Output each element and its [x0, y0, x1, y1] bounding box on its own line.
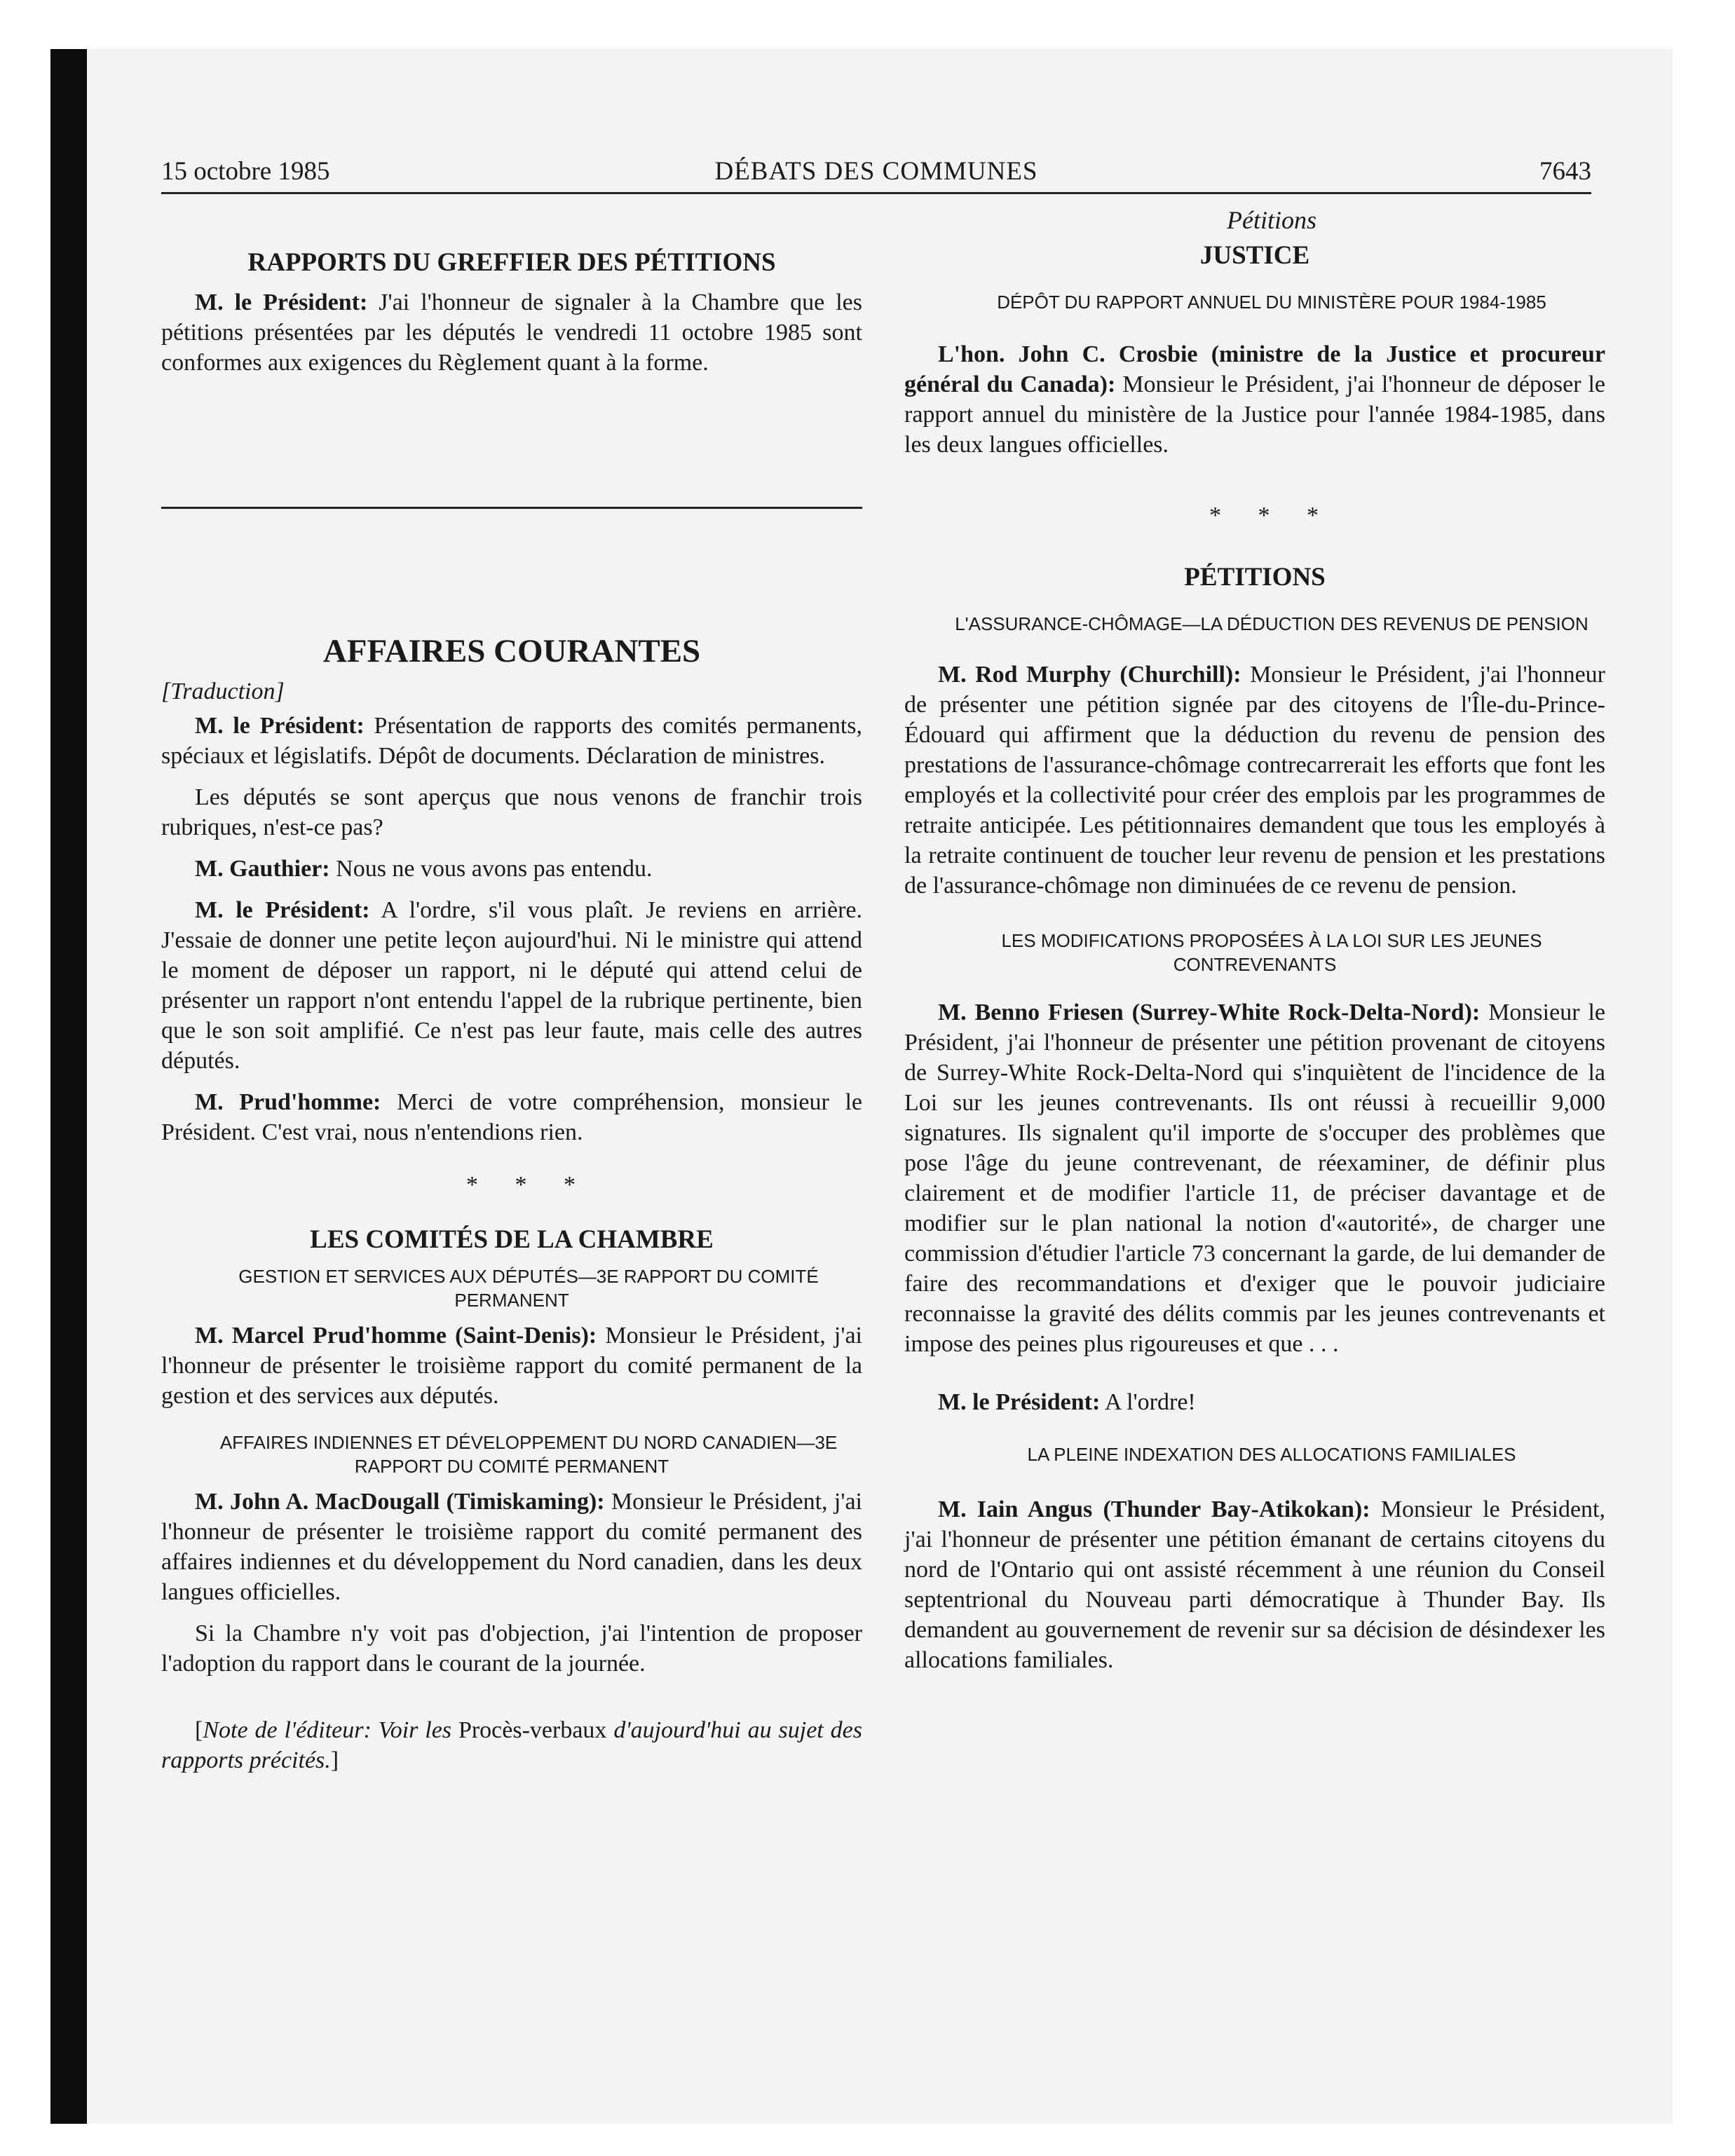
- paragraph: [904, 1387, 1605, 1417]
- speaker: M. John A. MacDougall (Timiskaming):: [195, 1489, 605, 1515]
- speaker: M. Iain Angus (Thunder Bay-Atikokan):: [938, 1496, 1370, 1522]
- paragraph: Les députés se sont aperçus que nous venons de franchir trois rubriques, n'est-ce pas?: [161, 784, 862, 840]
- speaker: M. Marcel Prud'homme (Saint-Denis):: [195, 1323, 597, 1349]
- speech-text: Présentation de rapports des comités permanents, spéciaux et législatifs. Dépôt de documents. Déclaration de ministres.: [161, 713, 862, 769]
- speech-text: Monsieur le Président, j'ai l'honneur de présenter le troisième rapport du comité permanent de la gestion et des services aux députés.: [161, 1323, 862, 1409]
- note-part: Note de l'éditeur: Voir les: [203, 1717, 452, 1743]
- paragraph: [161, 1087, 862, 1147]
- header-page-number: 7643: [1539, 157, 1591, 186]
- speech-text: Monsieur le Président, j'ai l'honneur de présenter une pétition signée par des citoyens de l'Île-du-Prince-Édouard qui affirment que la déduction du revenu de pension des prestations de l'assurance-chômage contrecarrerait les efforts que font les employés et la collectivité pour créer des emplois par les programmes de retraite anticipée. Les pétitionnaires demandent que tous les employés à la retraite continuent de toucher leur revenu de pension et les prestations de l'assurance-chômage non diminuées de ce revenu de pension.: [904, 662, 1605, 899]
- section-label: Pétitions: [1227, 206, 1316, 234]
- paragraph: [161, 895, 862, 1076]
- speaker: M. Gauthier:: [195, 856, 330, 882]
- paragraph: [161, 1487, 862, 1607]
- subheading-indexation: LA PLEINE INDEXATION DES ALLOCATIONS FAMILIALES: [1027, 1444, 1516, 1465]
- paragraph: [161, 854, 862, 884]
- paragraph: [161, 287, 862, 378]
- subheading-modifications: LES MODIFICATIONS PROPOSÉES À LA LOI SUR LES JEUNES CONTREVENANTS: [1001, 930, 1542, 975]
- speech-text: J'ai l'honneur de signaler à la Chambre que les pétitions présentées par les députés le vendredi 11 octobre 1985 sont conformes aux exigences du Règlement quant à la forme.: [161, 289, 863, 376]
- traduction-label: Traduction: [170, 678, 275, 704]
- paragraph: [904, 339, 1605, 460]
- traduction-note: [Traduction]: [161, 678, 285, 704]
- running-header: [161, 156, 1591, 194]
- paragraph: [904, 997, 1605, 1359]
- speaker: L'hon. John C. Crosbie (ministre de la Justice et procureur général du Canada):: [904, 341, 1605, 397]
- heading-affaires-courantes: AFFAIRES COURANTES: [322, 633, 701, 669]
- editor-note: [Note de l'éditeur: Voir les Procès-verbaux d'aujourd'hui au sujet des rapports précités.]: [161, 1717, 862, 1773]
- speaker: M. le Président:: [938, 1389, 1101, 1415]
- subheading-affaires-indiennes: AFFAIRES INDIENNES ET DÉVELOPPEMENT DU NORD CANADIEN—3E RAPPORT DU COMITÉ PERMANENT: [219, 1432, 838, 1477]
- subheading-assurance: L'ASSURANCE-CHÔMAGE—LA DÉDUCTION DES REVENUS DE PENSION: [955, 613, 1588, 634]
- note-part: Procès-verbaux: [451, 1717, 614, 1743]
- speech-text: A l'ordre, s'il vous plaît. Je reviens en arrière. J'essaie de donner une petite leçon aujourd'hui. Ni le ministre qui attend le moment de déposer un rapport, ni le député qui attend celui de présenter un rapport n'ont entendu l'appel de la rubrique pertinente, bien que le son soit amplifié. Ce n'est pas leur faute, mais celle des autres députés.: [161, 897, 862, 1074]
- speech-text: Monsieur le Président, j'ai l'honneur de présenter une pétition provenant de citoyens de Surrey-White Rock-Delta-Nord qui s'inquiètent de l'incidence de la Loi sur les jeunes contrevenants. Ils ont réussi à recueillir 9,000 signatures. Ils signalent qu'il importe de s'occuper des problèmes que pose l'âge du jeune contrevenant, de réexaminer, de définir plus clairement et de modifier l'article 11, de préciser davantage et de modifier sur le plan national la notion d'«autorité», de charger une commission d'étudier l'article 73 concernant la garde, de lui demander de faire des recommandations et d'exiger que le pouvoir judiciaire reconnaisse la gravité des délits commis par les jeunes contrevenants et impose des peines plus rigoureuses et que . . .: [904, 999, 1605, 1357]
- speech-text: Monsieur le Président, j'ai l'honneur de présenter le troisième rapport du comité permanent des affaires indiennes et du développement du Nord canadien, dans les deux langues officielles.: [161, 1489, 862, 1605]
- header-title: DÉBATS DES COMMUNES: [714, 157, 1038, 186]
- paragraph: [161, 1321, 862, 1411]
- paragraph: [904, 660, 1605, 901]
- note-part: d'aujourd'hui au sujet des rapports précités.: [161, 1717, 862, 1773]
- heading-rapports-greffier: RAPPORTS DU GREFFIER DES PÉTITIONS: [247, 248, 776, 277]
- speech-text: A l'ordre!: [1100, 1389, 1196, 1415]
- speaker: M. Rod Murphy (Churchill):: [938, 662, 1241, 688]
- header-date: 15 octobre 1985: [161, 157, 330, 186]
- right-column: [904, 205, 1605, 1675]
- speaker: M. le Président:: [195, 289, 368, 315]
- section-stars: * * *: [1209, 503, 1334, 528]
- speech-text: Nous ne vous avons pas entendu.: [329, 856, 653, 882]
- paragraph: [161, 711, 862, 771]
- heading-justice: JUSTICE: [1199, 241, 1310, 270]
- heading-comites: LES COMITÉS DE LA CHAMBRE: [310, 1225, 714, 1254]
- subheading-gestion: GESTION ET SERVICES AUX DÉPUTÉS—3E RAPPORT DU COMITÉ PERMANENT: [238, 1266, 819, 1311]
- speech-text: Merci de votre compréhension, monsieur le Président. C'est vrai, nous n'entendions rien.: [161, 1089, 862, 1145]
- speaker: M. le Président:: [195, 897, 370, 923]
- section-stars: * * *: [466, 1172, 591, 1198]
- subheading-depot: DÉPÔT DU RAPPORT ANNUEL DU MINISTÈRE POUR 1984-1985: [997, 292, 1546, 313]
- speaker: M. le Président:: [195, 713, 365, 739]
- paragraph: [904, 1494, 1605, 1675]
- speaker: M. Prud'homme:: [195, 1089, 381, 1115]
- left-column: [161, 205, 862, 1775]
- paragraph: Si la Chambre n'y voit pas d'objection, j'ai l'intention de proposer l'adoption du rapport dans le courant de la journée.: [161, 1621, 862, 1677]
- speech-text: Monsieur le Président, j'ai l'honneur de déposer le rapport annuel du ministère de la Justice pour l'année 1984-1985, dans les deux langues officielles.: [904, 371, 1606, 458]
- binding-shadow: [50, 49, 87, 2124]
- speech-text: Monsieur le Président, j'ai l'honneur de présenter une pétition émanant de certains citoyens du nord de l'Ontario qui ont assisté récemment à une réunion du Conseil septentrional du Nouveau parti démocratique à Thunder Bay. Ils demandent au gouvernement de revenir sur sa décision de désindexer les allocations familiales.: [904, 1496, 1605, 1673]
- speaker: M. Benno Friesen (Surrey-White Rock-Delta-Nord):: [938, 999, 1481, 1025]
- heading-petitions: PÉTITIONS: [1184, 563, 1326, 592]
